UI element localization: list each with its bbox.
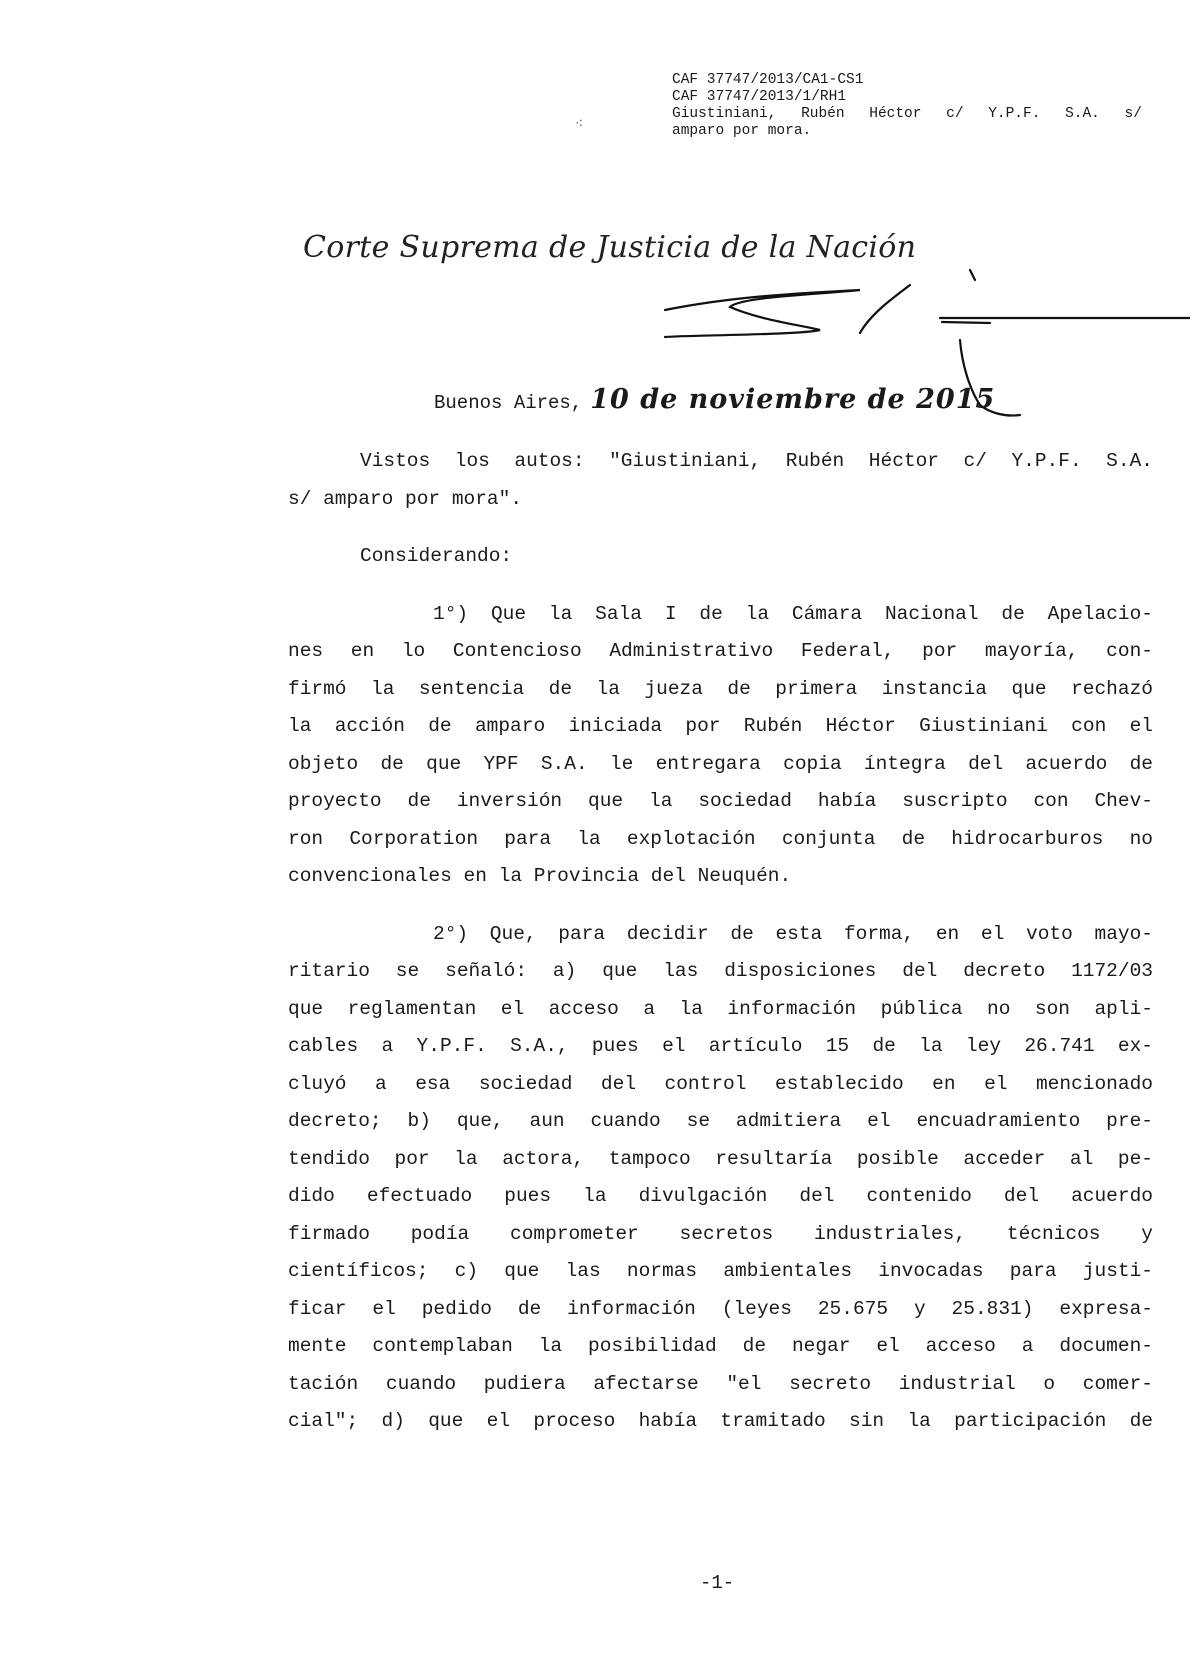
vistos-paragraph: Vistos los autos: "Giustiniani, Rubén Héctor c/ Y.P.F. S.A. s/ amparo por mora".	[288, 450, 1153, 510]
document-body	[288, 443, 1153, 1441]
handwritten-date: 10 de noviembre de 2015	[590, 384, 996, 415]
stamp-mark-icon: ⁖	[575, 117, 584, 132]
case-ref-line-3: Giustiniani, Rubén Héctor c/ Y.P.F. S.A. s/	[672, 106, 1142, 122]
case-ref-line-4: amparo por mora.	[672, 123, 812, 139]
court-letterhead: Corte Suprema de Justicia de la Nación	[303, 230, 917, 265]
paragraph-1: 1°) Que la Sala I de la Cámara Nacional de Apelacio- nes en lo Contencioso Administrativo Federal, por mayoría, con- firmó la sentencia de la jueza de primera instancia que rechazó la acción de amparo iniciada por Rubén Héctor Giustiniani con el objeto de que YPF S.A. le entregara copia íntegra del acuerdo de proyecto de inversión que la sociedad había suscripto con Chev- ron Corporation para la explotación conjunta de hidrocarburos no convencionales en la Provincia del Neuquén.	[288, 602, 1153, 887]
date-place-label: Buenos Aires,	[434, 392, 583, 414]
date-line	[434, 384, 995, 415]
case-reference-block	[672, 72, 1142, 140]
case-ref-line-1: CAF 37747/2013/CA1-CS1	[672, 72, 864, 88]
page-number: -1-	[700, 1572, 735, 1594]
paragraph-2: 2°) Que, para decidir de esta forma, en el voto mayo- ritario se señaló: a) que las disposiciones del decreto 1172/03 que reglamentan el acceso a la información pública no son apli- cables a Y.P.F. S.A., pues el artículo 15 de la ley 26.741 ex- cluyó a esa sociedad del control establecido en el mencionado decreto; b) que, aun cuando se admitiera el encuadramiento pre- tendido por la actora, tampoco resultaría posible acceder al pe- dido efectuado pues la divulgación del contenido del acuerdo firmado podía comprometer secretos industriales, técnicos y científicos; c) que las normas ambientales invocadas para justi- ficar el pedido de información (leyes 25.675 y 25.831) expresa- mente contemplaban la posibilidad de negar el acceso a documen- tación cuando pudiera afectarse "el secreto industrial o comer- cial"; d) que el proceso había tramitado sin la participación de	[288, 922, 1153, 1432]
considerando-heading: Considerando:	[360, 545, 513, 567]
case-ref-line-2: CAF 37747/2013/1/RH1	[672, 89, 847, 105]
